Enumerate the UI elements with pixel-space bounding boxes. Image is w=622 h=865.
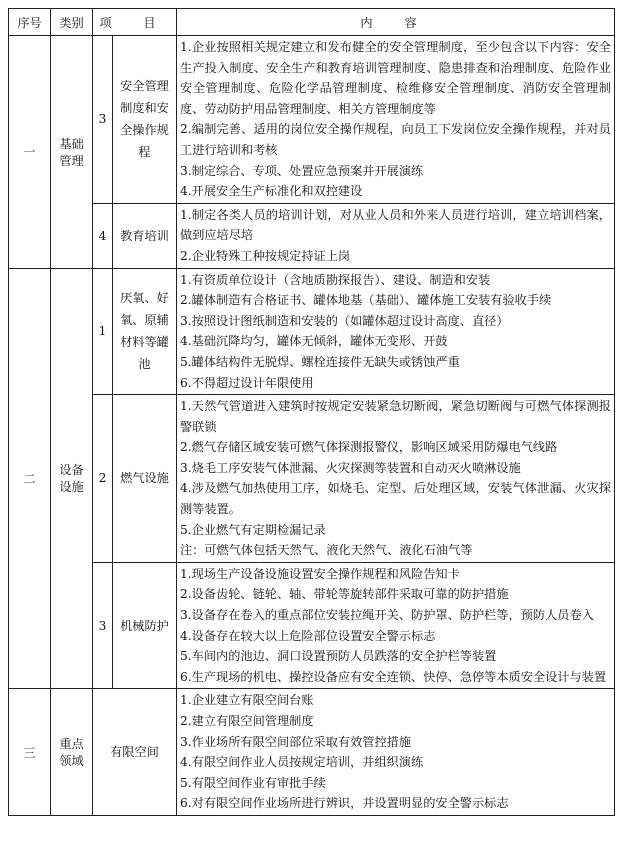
row-number: 4 [93, 203, 113, 268]
content-line: 4.有限空间作业人员按规定培训，并组织演练 [180, 755, 424, 770]
content-line: 1.天然气管道进入建筑时按规定安装紧急切断阀，紧急切断阀与可燃气体探测报警联锁 [180, 399, 611, 434]
section-category: 基础管理 [51, 36, 93, 269]
row-item: 机械防护 [113, 562, 177, 689]
content-line: 1.制定各类人员的培训计划，对从业人员和外来人员进行培训，建立培训档案，做到应培尽培 [180, 207, 611, 243]
content-line: 4.基础沉降均匀，罐体无倾斜，罐体无变形、开鼓 [180, 334, 448, 349]
row-item: 教育培训 [113, 203, 177, 268]
row-content [177, 395, 615, 563]
table-row [9, 562, 615, 689]
content-line: 2.编制完善、适用的岗位安全操作规程，向员工下发岗位安全操作规程，并对员工进行培训和考核 [180, 122, 611, 157]
row-item: 有限空间 [93, 689, 177, 816]
content-line: 1.现场生产设备设施设置安全操作规程和风险告知卡 [180, 566, 460, 581]
content-line: 3.按照设计图纸制造和安装的（如罐体超过设计高度、直径） [180, 313, 509, 328]
section-seq: 二 [9, 268, 51, 689]
table-row [9, 689, 615, 816]
row-content [177, 203, 615, 268]
table-row [9, 36, 615, 204]
content-line: 1.有资质单位设计（含地质勘探报告）、建设、制造和安装 [180, 272, 491, 287]
content-line: 1.企业按照相关规定建立和发布健全的安全管理制度，至少包含以下内容：安全生产投入制度、安全生产和教育培训管理制度、隐患排查和治理制度、危险作业安全管理制度、危险化学品管理制度、检维修安全管理制度、消防安全管理制度、劳动防护用品管理制度、相关方管理制度等 [180, 40, 611, 116]
section-seq: 三 [9, 689, 51, 816]
content-line: 3.设备存在卷入的重点部位安装拉绳开关、防护罩、防护栏等，预防人员卷入 [180, 608, 594, 623]
content-line: 6.生产现场的机电、操控设备应有安全连锁、快停、急停等本质安全设计与装置 [180, 669, 607, 684]
row-item: 安全管理制度和安全操作规程 [113, 36, 177, 204]
table-row [9, 395, 615, 563]
header-content: 内 容 [177, 9, 615, 36]
row-number: 3 [93, 36, 113, 204]
section-category: 设备设施 [51, 268, 93, 689]
table-row [9, 203, 615, 268]
table-header-row [9, 9, 615, 36]
row-content [177, 268, 615, 395]
section-seq: 一 [9, 36, 51, 269]
content-line: 4.涉及燃气加热使用工序，如烧毛、定型、后处理区域，安装气体泄漏、火灾探测等装置。 [180, 481, 611, 517]
row-content [177, 36, 615, 204]
content-line: 5.车间内的池边、洞口设置预防人员跌落的安全护栏等装置 [180, 649, 497, 664]
row-content [177, 689, 615, 816]
header-seq: 序号 [9, 9, 51, 36]
content-line: 3.烧毛工序安装气体泄漏、火灾探测等装置和自动灭火喷淋设施 [180, 460, 521, 475]
content-line: 2.建立有限空间管理制度 [180, 714, 314, 728]
row-item: 燃气设施 [113, 395, 177, 563]
content-line: 3.作业场所有限空间部位采取有效管控措施 [180, 734, 412, 749]
content-line: 2.燃气存储区域安装可燃气体探测报警仪，影响区域采用防爆电气线路 [180, 440, 558, 455]
row-item: 厌氧、好氧、原辅材料等罐池 [113, 268, 177, 395]
table-row [9, 268, 615, 395]
content-line: 3.制定综合、专项、处置应急预案并开展演练 [180, 163, 424, 178]
row-number: 3 [93, 562, 113, 689]
safety-inspection-table [8, 8, 615, 816]
content-line: 6.对有限空间作业场所进行辨识，并设置明显的安全警示标志 [180, 796, 509, 811]
row-content [177, 562, 615, 689]
row-number: 2 [93, 395, 113, 563]
row-number: 1 [93, 268, 113, 395]
header-item: 项 目 [93, 9, 177, 36]
content-line: 4.开展安全生产标准化和双控建设 [180, 184, 363, 199]
content-line: 2.企业特殊工种按规定持证上岗 [180, 248, 351, 263]
section-category: 重点领域 [51, 689, 93, 816]
content-line: 注：可燃气体包括天然气、液化天然气、液化石油气等 [180, 543, 473, 558]
content-line: 4.设备存在较大以上危险部位设置安全警示标志 [180, 628, 436, 643]
content-line: 2.设备齿轮、链轮、轴、带轮等旋转部件采取可靠的防护措施 [180, 587, 509, 602]
content-line: 5.企业燃气有定期检漏记录 [180, 522, 326, 537]
content-line: 1.企业建立有限空间台账 [180, 693, 314, 708]
content-line: 2.罐体制造有合格证书、罐体地基（基础）、罐体施工安装有验收手续 [180, 293, 552, 308]
content-line: 6.不得超过设计年限使用 [180, 375, 314, 390]
header-category: 类别 [51, 9, 93, 36]
content-line: 5.罐体结构件无脱焊、螺栓连接件无缺失或锈蚀严重 [180, 354, 460, 369]
content-line: 5.有限空间作业有审批手续 [180, 775, 326, 790]
